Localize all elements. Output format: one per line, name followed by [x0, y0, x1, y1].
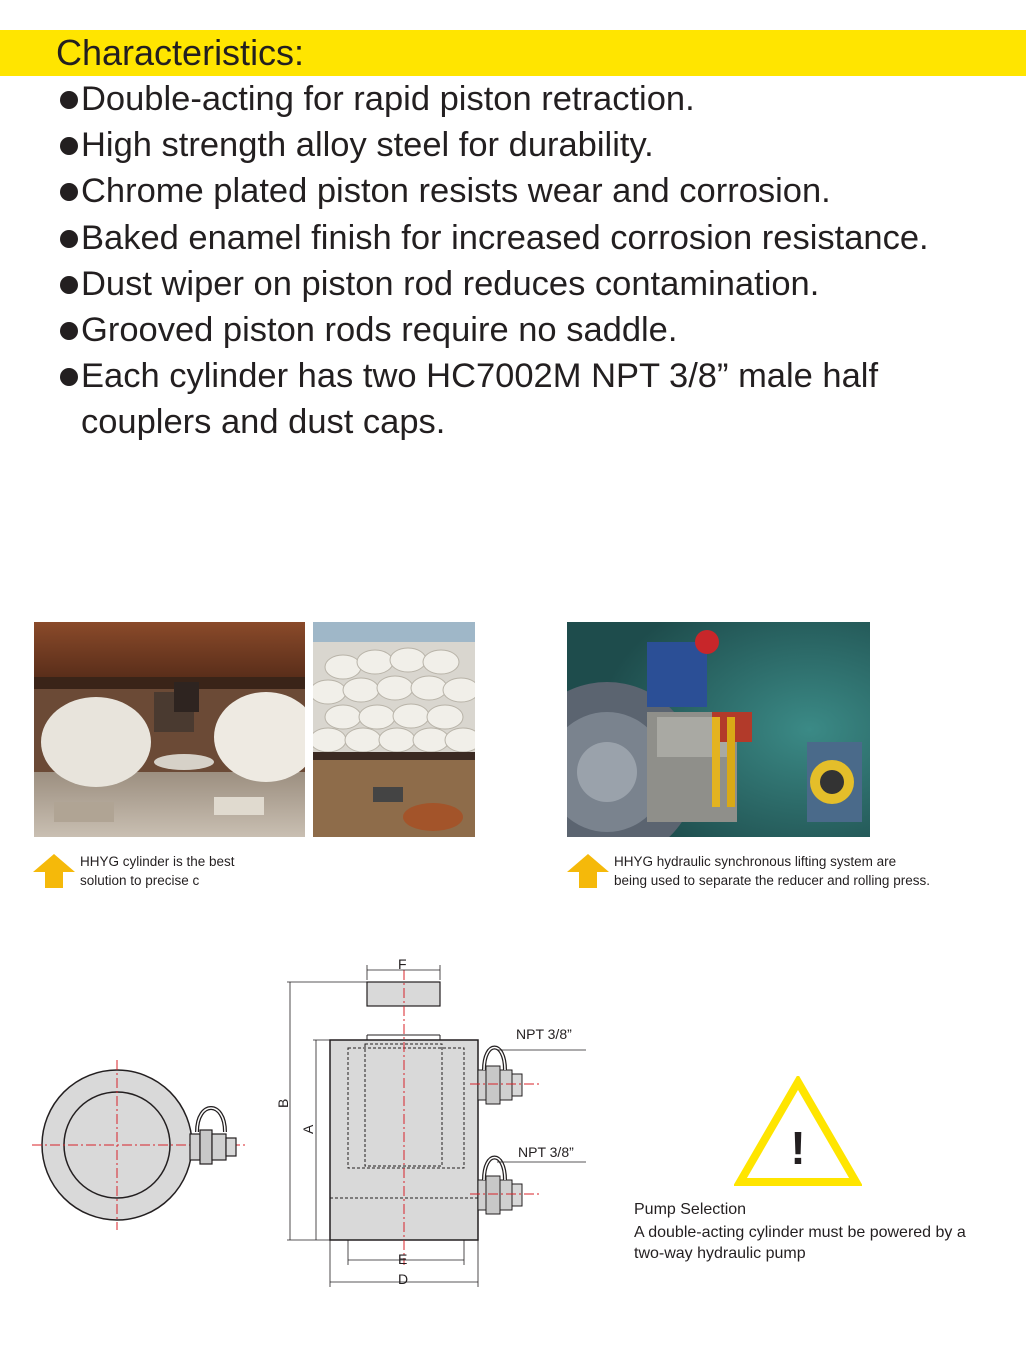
feature-text: Baked enamel finish for increased corrosion resistance.	[81, 218, 929, 257]
cylinder-top-view	[32, 1060, 245, 1230]
caption-left-line2: solution to precise c	[80, 873, 200, 888]
cylinder-drawing	[0, 945, 620, 1295]
caption-right-line1: HHYG hydraulic synchronous lifting system are	[614, 854, 897, 869]
feature-item	[58, 122, 1008, 168]
feature-text: Dust wiper on piston rod reduces contamination.	[81, 264, 820, 303]
caption-right	[614, 852, 930, 890]
port-label-bottom: NPT 3/8”	[518, 1144, 574, 1160]
feature-item	[58, 307, 1008, 353]
feature-item	[58, 168, 1008, 214]
bullet-icon	[60, 276, 78, 294]
header-banner	[0, 30, 1026, 76]
caption-right-line2: being used to separate the reducer and rolling press.	[614, 873, 930, 888]
bullet-icon	[60, 322, 78, 340]
feature-text: Double-acting for rapid piston retraction.	[81, 80, 695, 118]
pump-selection-text	[634, 1222, 1014, 1264]
feature-text: High strength alloy steel for durability.	[81, 126, 654, 165]
up-arrow-icon	[567, 854, 609, 888]
photo-sandbags	[313, 622, 475, 837]
feature-item	[58, 261, 1008, 307]
caption-left-line1: HHYG cylinder is the best	[80, 854, 235, 869]
feature-item	[58, 76, 1008, 122]
cylinder-side-view	[330, 970, 586, 1265]
bullet-icon	[60, 137, 78, 155]
dim-label-d: D	[398, 1271, 409, 1287]
feature-list	[58, 76, 1008, 446]
up-arrow-icon	[33, 854, 75, 888]
photo-worker-reducer	[567, 622, 870, 837]
dim-label-b: B	[275, 1098, 291, 1108]
bullet-icon	[60, 91, 78, 109]
dim-label-e: E	[398, 1251, 408, 1267]
feature-text: Chrome plated piston resists wear and corrosion.	[81, 172, 831, 211]
pump-selection-title: Pump Selection	[634, 1201, 747, 1218]
pump-selection-line1: A double-acting cylinder must be powered by a	[634, 1224, 966, 1241]
photo-cylinders-under-structure	[34, 622, 305, 837]
warning-icon	[734, 1076, 862, 1188]
section-title: Characteristics:	[56, 32, 305, 73]
feature-text-continued: couplers and dust caps.	[81, 403, 446, 442]
bullet-icon	[60, 368, 78, 386]
feature-item	[58, 353, 1008, 445]
feature-text: Each cylinder has two HC7002M NPT 3/8” male half	[81, 357, 879, 396]
caption-left	[80, 852, 235, 890]
port-label-top: NPT 3/8”	[516, 1026, 572, 1042]
feature-item	[58, 215, 1008, 261]
dim-label-a: A	[300, 1124, 316, 1134]
bullet-icon	[60, 183, 78, 201]
warning-symbol: !	[790, 1122, 806, 1174]
bullet-icon	[60, 230, 78, 248]
feature-text: Grooved piston rods require no saddle.	[81, 311, 678, 350]
pump-selection-line2: two-way hydraulic pump	[634, 1245, 806, 1262]
dim-label-f: F	[398, 956, 407, 972]
